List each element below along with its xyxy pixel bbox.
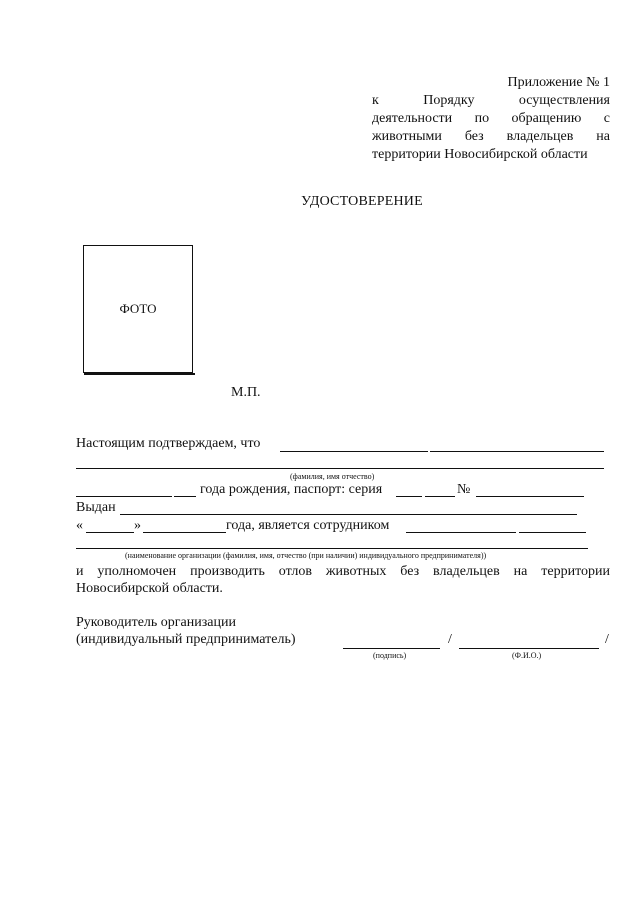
fio-hint: (фамилия, имя отчество) — [290, 472, 375, 481]
head-title-line2: (индивидуальный предприниматель) — [76, 632, 296, 647]
birth-year-text: года рождения, паспорт: серия — [200, 482, 383, 497]
issue-month-field[interactable] — [143, 532, 226, 533]
head-title-line1: Руководитель организации — [76, 615, 236, 630]
stamp-label: М.П. — [231, 385, 261, 400]
photo-label: ФОТО — [119, 301, 157, 316]
issued-label: Выдан — [76, 500, 116, 515]
birth-year-field[interactable] — [174, 496, 196, 497]
number-sign: № — [457, 482, 471, 497]
confirm-text: Настоящим подтверждаем, что — [76, 436, 261, 451]
fio-field-continuation[interactable] — [76, 468, 604, 469]
fio-field-part2[interactable] — [430, 451, 604, 452]
head-fio-slash: / — [605, 632, 609, 647]
signature-slash: / — [448, 632, 452, 647]
passport-series-field-2[interactable] — [425, 496, 455, 497]
photo-box — [83, 245, 193, 373]
organization-field-continuation[interactable] — [76, 548, 588, 549]
passport-number-field[interactable] — [476, 496, 584, 497]
signature-field[interactable] — [343, 648, 440, 649]
organization-hint: (наименование организации (фамилия, имя, отчество (при наличии) индивидуального предпринимателя)) — [125, 551, 487, 560]
birth-date-field[interactable] — [76, 496, 172, 497]
document-title: УДОСТОВЕРЕНИЕ — [301, 194, 423, 209]
issued-by-field[interactable] — [120, 514, 577, 515]
head-fio-field[interactable] — [459, 648, 599, 649]
organization-field-part1[interactable] — [406, 532, 516, 533]
authorization-text-line2: Новосибирской области. — [76, 581, 223, 596]
photo-box-shadow — [84, 373, 195, 375]
issue-day-field[interactable] — [86, 532, 134, 533]
authorization-text-line1: и уполномочен производить отлов животных без владельцев на территории — [76, 564, 610, 579]
appendix-header — [372, 74, 610, 164]
passport-series-field-1[interactable] — [396, 496, 422, 497]
appendix-description: к Порядку осуществления деятельности по обращению с животными без владельцев на территории Новосибирской области — [372, 93, 610, 162]
employee-text: года, является сотрудником — [226, 518, 390, 533]
signature-hint: (подпись) — [373, 651, 407, 660]
date-open-quote: « — [76, 518, 83, 533]
head-fio-hint: (Ф.И.О.) — [512, 651, 542, 660]
organization-field-part2[interactable] — [519, 532, 586, 533]
fio-field-part1[interactable] — [280, 451, 428, 452]
appendix-number: Приложение № 1 — [507, 75, 610, 90]
date-close-quote: » — [134, 518, 141, 533]
